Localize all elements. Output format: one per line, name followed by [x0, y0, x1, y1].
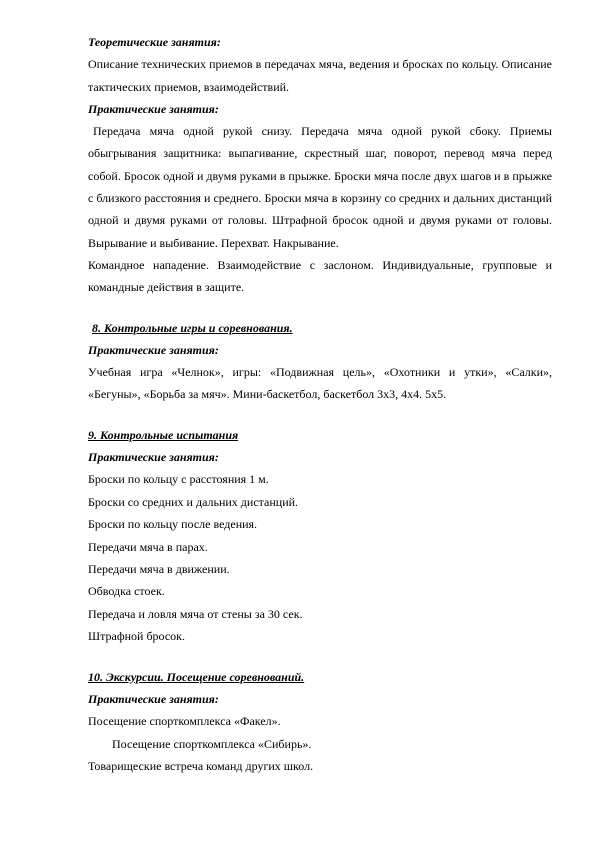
section-title-10: 10. Экскурсии. Посещение соревнований.: [88, 669, 305, 684]
list-item: Обводка стоек.: [88, 584, 165, 599]
practice-label: Практические занятия:: [88, 101, 219, 116]
section-title-8: 8. Контрольные игры и соревнования.: [92, 320, 293, 335]
list-item: Броски со средних и дальних дистанций.: [88, 494, 299, 509]
practice-label: Практические занятия:: [88, 691, 219, 706]
practice-paragraph: Передача мяча одной рукой снизу. Передача мяча одной рукой сбоку. Приемы обыгрывания защитника: выпагивание, скрестный шаг, поворот, перевод мяча перед собой. Бросок одной и двумя руками в прыжке. Броски мяча после двух шагов и в прыжке с близкого расстояния и среднего. Броски мяча в корзину со средних и дальних дистанций одной и двумя руками от головы. Штрафной бросок одной и двумя руками от головы. Вырывание и выбивание. Перехват. Накрывание.: [88, 124, 552, 250]
section-title-9: 9. Контрольные испытания: [88, 427, 239, 442]
list-item: Броски по кольцу после ведения.: [88, 517, 258, 532]
theory-label: Теоретические занятия:: [88, 35, 221, 49]
practice-label: Практические занятия:: [88, 450, 219, 465]
section-8-text: Учебная игра «Челнок», игры: «Подвижная цель», «Охотники и утки», «Салки», «Бегуны», «Борьба за мяч». Мини-баскетбол, баскетбол 3х3, 4х4. 5х5.: [88, 365, 552, 402]
list-item: Передачи мяча в движении.: [88, 561, 230, 576]
document-page: [88, 31, 552, 777]
list-item: Передача и ловля мяча от стены за 30 сек.: [88, 606, 303, 621]
practice-paragraph: Командное нападение. Взаимодействие с заслоном. Индивидуальные, групповые и командные действия в защите.: [88, 257, 552, 295]
control-tests-list: [88, 468, 552, 647]
list-item: Товарищеские встреча команд других школ.: [88, 759, 314, 773]
list-item: Броски по кольцу с расстояния 1 м.: [88, 472, 269, 487]
list-item: Посещение спорткомплекса «Факел».: [88, 714, 281, 729]
list-item: Передачи мяча в парах.: [88, 539, 208, 554]
practice-label: Практические занятия:: [88, 342, 219, 357]
list-item: Посещение спорткомплекса «Сибирь».: [112, 736, 312, 751]
theory-text: Описание технических приемов в передачах мяча, ведения и бросках по кольцу. Описание тактических приемов, взаимодействий.: [88, 57, 552, 94]
excursions-list: [88, 710, 552, 777]
list-item: Штрафной бросок.: [88, 629, 186, 644]
